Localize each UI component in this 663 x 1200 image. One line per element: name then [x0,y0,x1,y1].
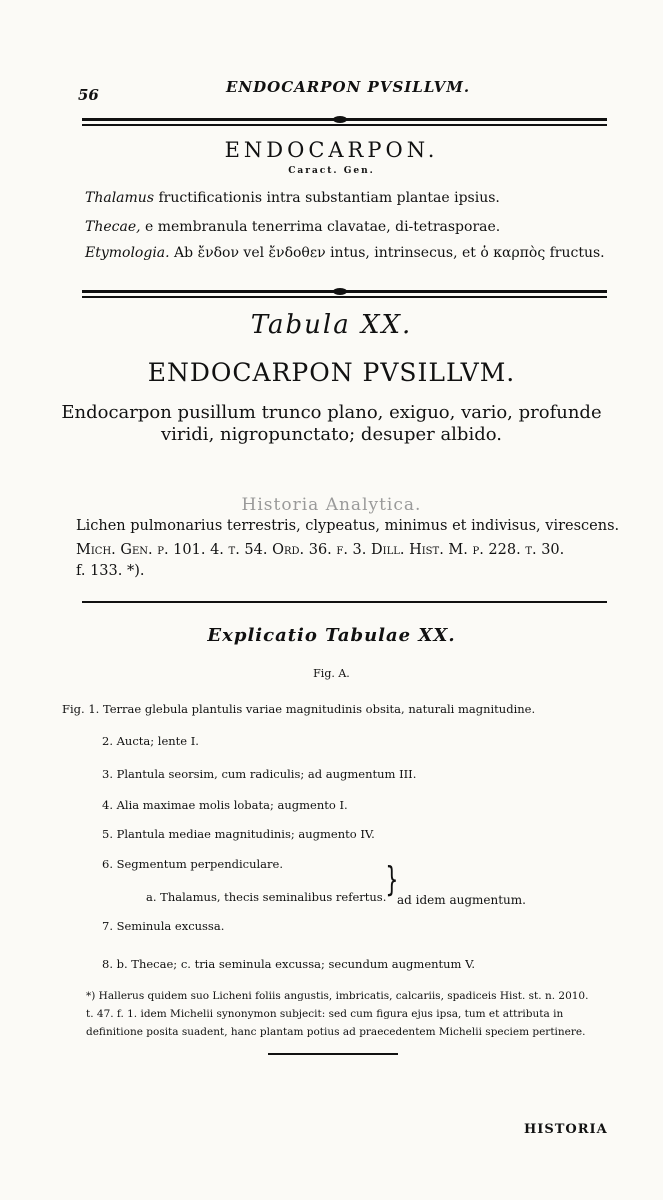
caract-gen-label: Caract. Gen. [288,166,375,176]
explicatio-rule [82,601,607,603]
header-rule-thin [82,124,607,126]
brace-label: ad idem augmentum. [397,893,526,907]
section-rule-thin [82,296,607,298]
etymology-label: Etymologia. [85,245,170,261]
synonymy-line-2: Mich. Gen. p. 101. 4. t. 54. Ord. 36. f. 3. Dill. Hist. M. p. 228. t. 30. [76,542,565,558]
brace-icon: } [385,860,399,900]
fig-item-8: 8. b. Thecae; c. tria seminula excussa; secundum augmentum V. [102,957,476,971]
thalamus-text: fructificationis intra substantiam plantae ipsius. [154,190,500,206]
genus-heading: ENDOCARPON. [224,138,439,162]
thalamus-definition [85,190,500,206]
fig-item-6a: a. Thalamus, thecis seminalibus refertus. [146,890,387,904]
thecae-definition [85,219,500,235]
synonymy-line-1: Lichen pulmonarius terrestris, clypeatus, minimus et indivisus, virescens. [76,518,620,534]
fig-item-2: 2. Aucta; lente I. [102,734,199,748]
species-title: ENDOCARPON PVSILLVM. [147,358,516,387]
diagnosis-line-1: Endocarpon pusillum trunco plano, exiguo, vario, profunde [61,402,602,423]
fig-item-6: 6. Segmentum perpendiculare. [102,857,283,871]
fig-item-5: 5. Plantula mediae magnitudinis; augmento IV. [102,827,375,841]
footnote-line-3: definitione posita suadent, hanc plantam potius ad praecedentem Michelii speciem pertinere. [86,1026,586,1038]
thalamus-label: Thalamus [85,190,155,206]
thecae-text: e membranula tenerrima clavatae, di-tetrasporae. [140,219,501,235]
footnote-line-1: *) Hallerus quidem suo Licheni foliis angustis, imbricatis, calcariis, spadiceis Hist. st. n. 2010. [86,990,589,1002]
explicatio-title: Explicatio Tabulae XX. [207,625,456,646]
ornament-icon [333,116,347,123]
plate-title: Tabula XX. [250,310,413,340]
etymology [85,245,605,261]
fig-item-4: 4. Alia maximae molis lobata; augmento I. [102,798,348,812]
ornament-icon [333,288,347,295]
footnote-line-2: t. 47. f. 1. idem Michelii synonymon subjecit: sed cum figura ejus ipsa, tum et attributa in [86,1008,564,1020]
footnote-rule [268,1053,398,1055]
fig-a-heading: Fig. A. [313,667,350,680]
fig-item-3: 3. Plantula seorsim, cum radiculis; ad augmentum III. [102,767,417,781]
catchword: HISTORIA [524,1122,608,1137]
bleed-through-heading: Historia Analytica. [241,495,422,515]
running-head: ENDOCARPON PVSILLVM. [226,78,471,96]
thecae-label: Thecae, [85,219,141,235]
fig-item-1: Fig. 1. Terrae glebula plantulis variae magnitudinis obsita, naturali magnitudine. [62,702,536,716]
page-number: 56 [78,86,99,104]
fig-item-7: 7. Seminula excussa. [102,919,225,933]
synonymy-line-3: f. 133. *). [76,563,145,579]
diagnosis-line-2: viridi, nigropunctato; desuper albido. [161,424,502,445]
etymology-text: Ab ἔνδον vel ἔνδοθεν intus, intrinsecus, et ὁ καρπὸς fructus. [169,245,605,261]
